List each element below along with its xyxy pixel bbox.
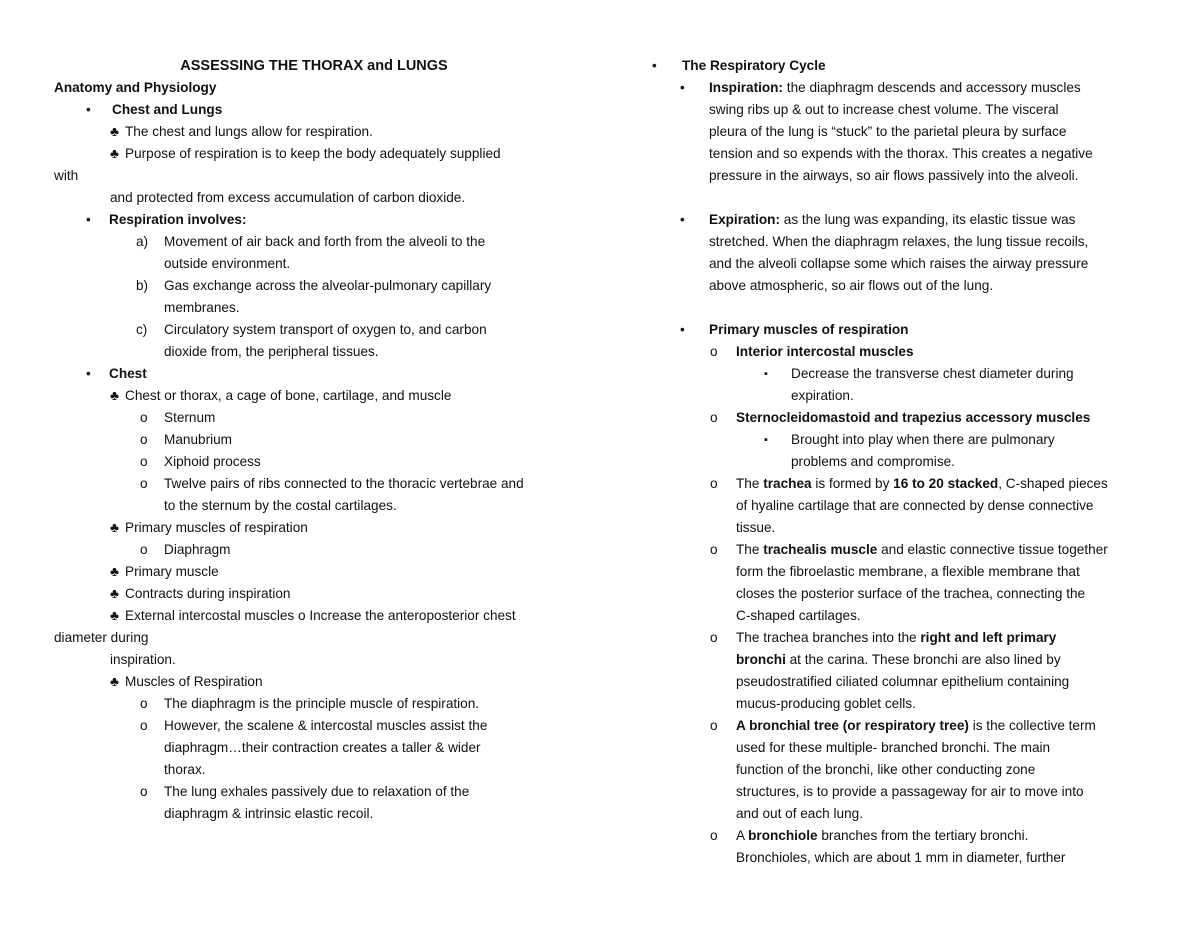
circle-bullet-icon: o <box>140 432 148 447</box>
bullet-icon: • <box>680 212 685 227</box>
list-item: o The trachea branches into the right and left primary <box>648 627 1148 649</box>
club-icon: ♣ <box>110 608 119 623</box>
list-item: o Diaphragm <box>54 539 614 561</box>
text-line: diameter during <box>54 630 149 645</box>
left-column: ASSESSING THE THORAX and LUNGS Anatomy and Physiology • Chest and Lungs ♣ The chest and lungs allow for respiration. ♣ Purpose of respiration is to keep the body adequately supplied with and protected from excess accumulation of carbon dioxide. • Respiration involves: a) Movement of air back and forth from the alveoli to the outside environment. b) Gas exchange across the alveolar-pulmonary capillary membranes. c) Circulatory system transport of oxygen to, and carbon dioxide from, the peripheral tissues. • Chest ♣ Chest or thorax, a cage of bone, cartilage, and muscle o Sternum o Manubrium o Xiphoid process o Twelve pairs of ribs connected to the thoracic vertebrae and to the sternum by the costal cartilages. ♣ Primary muscles of respiration o Diaphragm ♣ Primary muscle ♣ Contracts during inspiration ♣ External intercostal muscles o Increase the anteroposterior chest diameter during inspiration. ♣ Muscles of Respiration o The diaphragm is the principle muscle of respiration. o However, the scalene & intercostal muscles assist the diaphragm…their contraction creates a taller & wider thorax. o The lung exhales passively due to relaxation of the diaphragm & intrinsic elastic recoil. <box>54 55 614 825</box>
list-item: ♣ Purpose of respiration is to keep the body adequately supplied <box>54 143 614 165</box>
list-item: ♣ Muscles of Respiration <box>54 671 614 693</box>
list-item: o The lung exhales passively due to relaxation of the <box>54 781 614 803</box>
list-item: ▪ Decrease the transverse chest diameter during <box>648 363 1148 385</box>
list-item: o Sternum <box>54 407 614 429</box>
list-item: o Twelve pairs of ribs connected to the thoracic vertebrae and <box>54 473 614 495</box>
list-item: o Sternocleidomastoid and trapezius accessory muscles <box>648 407 1148 429</box>
circle-bullet-icon: o <box>140 476 148 491</box>
bullet-icon: • <box>680 80 685 95</box>
text-line: and protected from excess accumulation of carbon dioxide. <box>110 190 466 205</box>
circle-bullet-icon: o <box>140 454 148 469</box>
circle-bullet-icon: o <box>710 630 718 645</box>
list-item: o Xiphoid process <box>54 451 614 473</box>
list-item: o The diaphragm is the principle muscle of respiration. <box>54 693 614 715</box>
bullet-icon: • <box>680 322 685 337</box>
list-item: ▪ Brought into play when there are pulmonary <box>648 429 1148 451</box>
list-item: • Primary muscles of respiration <box>648 319 1148 341</box>
club-icon: ♣ <box>110 564 119 579</box>
circle-bullet-icon: o <box>140 696 148 711</box>
text-line: with <box>54 168 79 183</box>
list-item: ♣ Primary muscle <box>54 561 614 583</box>
club-icon: ♣ <box>110 146 119 161</box>
list-item: o The trachea is formed by 16 to 20 stacked, C-shaped pieces <box>648 473 1148 495</box>
list-item: c) Circulatory system transport of oxygen to, and carbon <box>136 322 487 337</box>
square-bullet-icon: ▪ <box>764 434 768 446</box>
list-item: o Manubrium <box>54 429 614 451</box>
list-item: o The trachealis muscle and elastic connective tissue together <box>648 539 1148 561</box>
circle-bullet-icon: o <box>710 476 718 491</box>
club-icon: ♣ <box>110 520 119 535</box>
right-column: • The Respiratory Cycle • Inspiration: the diaphragm descends and accessory muscles swing ribs up & out to increase chest volume. The visceral pleura of the lung is “stuck” to the parietal pleura by surface tension and so expends with the thorax. This creates a negative pressure in the airways, so air flows passively into the alveoli. • Expiration: as the lung was expanding, its elastic tissue was stretched. When the diaphragm relaxes, the lung tissue recoils, and the alveoli collapse some which raises the airway pressure above atmospheric, so air flows out of the lung. • Primary muscles of respiration o Interior intercostal muscles ▪ Decrease the transverse chest diameter during expiration. o Sternocleidomastoid and trapezius accessory muscles ▪ Brought into play when there are pulmonary problems and compromise. o The trachea is formed by 16 to 20 stacked, C-shaped pieces of hyaline cartilage that are connected by dense connective tissue. o The trachealis muscle and elastic connective tissue together form the fibroelastic membrane, a flexible membrane that closes the posterior surface of the trachea, connecting the C-shaped cartilages. o The trachea branches into the right and left primary bronchi at the carina. These bronchi are also lined by pseudostratified ciliated columnar epithelium containing mucus-producing goblet cells. o A bronchial tree (or respiratory tree) is the collective term used for these multiple- branched bronchi. The main function of the bronchi, like other conducting zone structures, is to provide a passageway for air to move into and out of each lung. o A bronchiole branches from the tertiary bronchi. Bronchioles, which are about 1 mm in diameter, further <box>648 55 1148 869</box>
section-heading: Anatomy and Physiology <box>54 80 217 95</box>
list-item: ♣ The chest and lungs allow for respiration. <box>54 121 614 143</box>
list-item: ♣ Contracts during inspiration <box>54 583 614 605</box>
circle-bullet-icon: o <box>710 718 718 733</box>
club-icon: ♣ <box>110 388 119 403</box>
list-item: b) Gas exchange across the alveolar-pulmonary capillary <box>136 278 492 293</box>
bullet-icon: • <box>86 212 91 227</box>
circle-bullet-icon: o <box>710 344 718 359</box>
circle-bullet-icon: o <box>140 784 148 799</box>
list-item: o A bronchiole branches from the tertiary bronchi. <box>648 825 1148 847</box>
list-item: • Chest and Lungs <box>54 99 614 121</box>
club-icon: ♣ <box>110 674 119 689</box>
list-item: • Expiration: as the lung was expanding, its elastic tissue was <box>648 209 1148 231</box>
bullet-icon: • <box>86 366 91 381</box>
circle-bullet-icon: o <box>710 542 718 557</box>
list-item: o A bronchial tree (or respiratory tree) is the collective term <box>648 715 1148 737</box>
club-icon: ♣ <box>110 586 119 601</box>
circle-bullet-icon: o <box>710 828 718 843</box>
page-title: ASSESSING THE THORAX and LUNGS <box>180 58 448 74</box>
list-item: ♣ Chest or thorax, a cage of bone, cartilage, and muscle <box>54 385 614 407</box>
list-item: • The Respiratory Cycle <box>648 55 1148 77</box>
list-item: • Inspiration: the diaphragm descends and accessory muscles <box>648 77 1148 99</box>
list-item: ♣ Primary muscles of respiration <box>54 517 614 539</box>
bullet-icon: • <box>652 58 657 73</box>
list-item: a) Movement of air back and forth from the alveoli to the <box>136 234 486 249</box>
circle-bullet-icon: o <box>710 410 718 425</box>
circle-bullet-icon: o <box>140 718 148 733</box>
list-item: ♣ External intercostal muscles o Increase the anteroposterior chest <box>54 605 614 627</box>
list-item: • Respiration involves: <box>54 209 614 231</box>
list-item: • Chest <box>54 363 614 385</box>
bullet-icon: • <box>86 102 91 117</box>
list-item: o Interior intercostal muscles <box>648 341 1148 363</box>
square-bullet-icon: ▪ <box>764 368 768 380</box>
club-icon: ♣ <box>110 124 119 139</box>
circle-bullet-icon: o <box>140 410 148 425</box>
list-item: o However, the scalene & intercostal muscles assist the <box>54 715 614 737</box>
circle-bullet-icon: o <box>140 542 148 557</box>
